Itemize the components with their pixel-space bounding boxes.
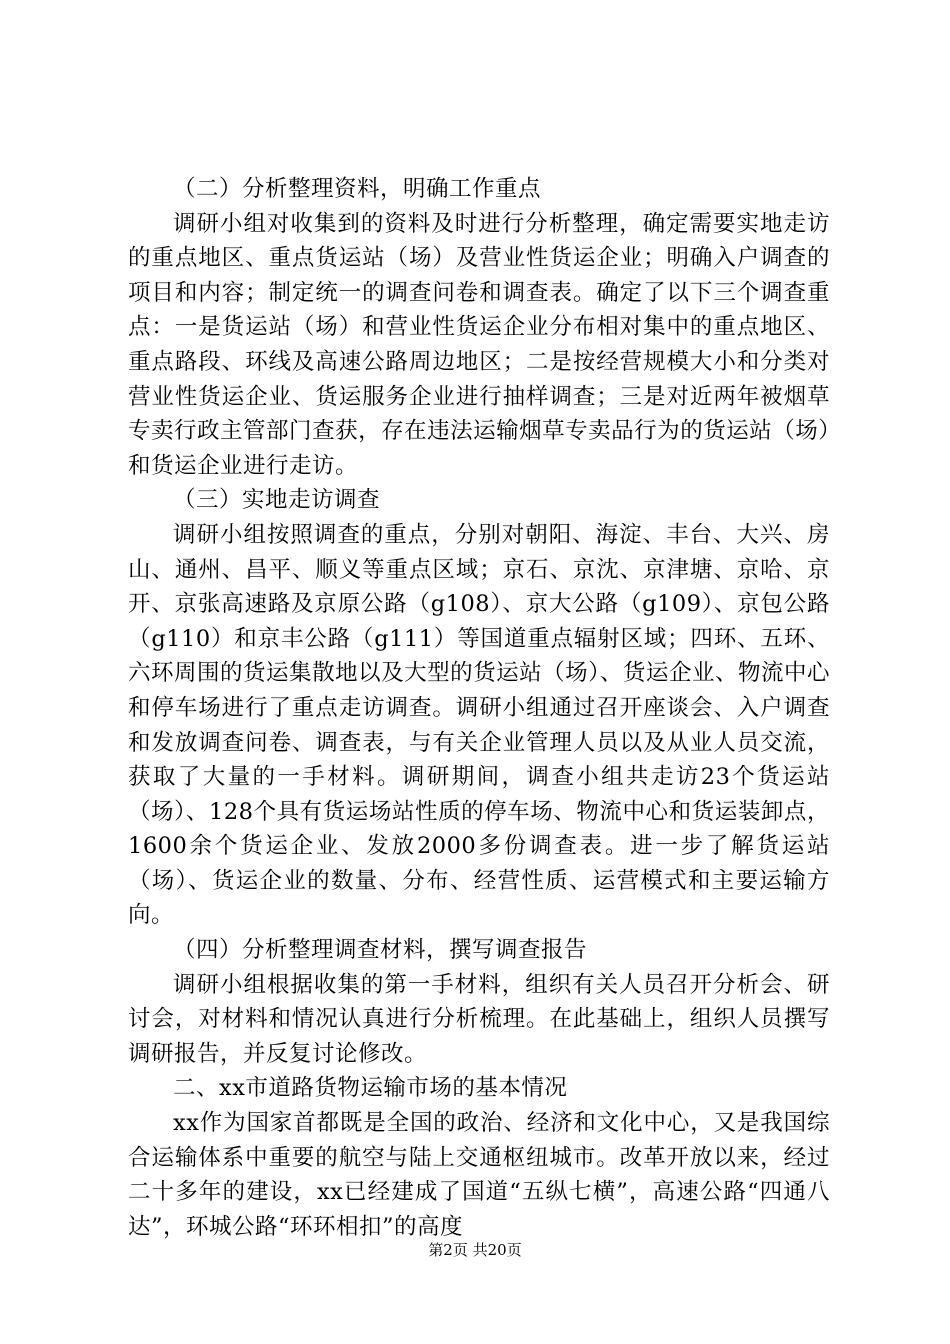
section-heading-2: （二）分析整理资料，明确工作重点: [173, 176, 542, 202]
document-body: [128, 172, 830, 1244]
section-heading-3: （三）实地走访调查: [173, 487, 381, 514]
body-paragraph: 调研小组对收集到的资料及时进行分析整理，确定需要实地走访的重点地区、重点货运站（场）及营业性货运企业；明确入户调查的项目和内容；制定统一的调查问卷和调查表。确定了以下三个调查重点：一是货运站（场）和营业性货运企业分布相对集中的重点地区、重点路段、环线及高速公路周边地区；二是按经营规模大小和分类对营业性货运企业、货运服务企业进行抽样调查；三是对近两年被烟草专卖行政主管部门查获，存在违法运输烟草专卖品行为的货运站（场）和货运企业进行走访。: [128, 210, 830, 479]
body-paragraph: xx作为国家首都既是全国的政治、经济和文化中心，又是我国综合运输体系中重要的航空与陆上交通枢纽城市。改革开放以来，经过二十多年的建设，xx已经建成了国道“五纵七横”，高速公路“四通八达”，环城公路“环环相扣”的高度: [128, 1110, 830, 1240]
body-paragraph: 调研小组根据收集的第一手材料，组织有关人员召开分析会、研讨会，对材料和情况认真进行分析梳理。在此基础上，组织人员撰写调研报告，并反复讨论修改。: [128, 971, 830, 1067]
section-heading-4: （四）分析整理调查材料，撰写调查报告: [173, 937, 588, 964]
page-number-footer: 第2页 共20页: [428, 1241, 522, 1259]
body-paragraph: 调研小组按照调查的重点，分别对朝阳、海淀、丰台、大兴、房山、通州、昌平、顺义等重点区域；京石、京沈、京津塘、京哈、京开、京张高速路及京原公路（g108）、京大公路（g109）、京包公路（g110）和京丰公路（g111）等国道重点辐射区域；四环、五环、六环周围的货运集散地以及大型的货运站（场）、货运企业、物流中心和停车场进行了重点走访调查。调研小组通过召开座谈会、入户调查和发放调查问卷、调查表，与有关企业管理人员以及从业人员交流，获取了大量的一手材料。调研期间，调查小组共走访23个货运站（场）、128个具有货运场站性质的停车场、物流中心和货运装卸点，1600余个货运企业、发放2000多份调查表。进一步了解货运站（场）、货运企业的数量、分布、经营性质、运营模式和主要运输方向。: [128, 521, 830, 929]
chapter-heading: 二、xx市道路货物运输市场的基本情况: [173, 1075, 568, 1102]
